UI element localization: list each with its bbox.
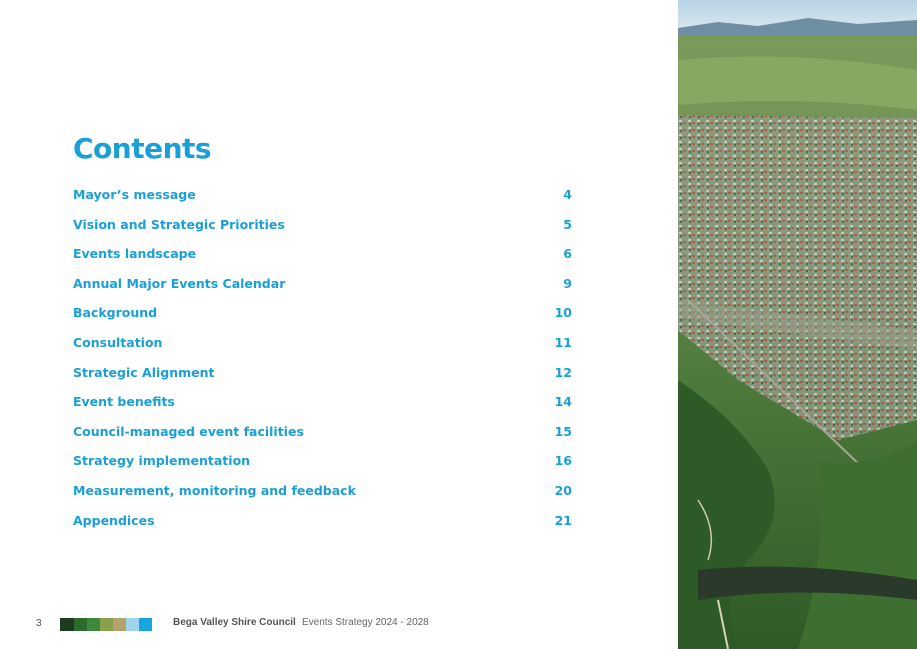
table-of-contents (73, 185, 572, 540)
footer-page-number: 3 (36, 618, 42, 629)
toc-entry-page: 21 (554, 512, 572, 528)
colour-swatch (87, 618, 100, 631)
footer-document-title: Events Strategy 2024 - 2028 (302, 617, 429, 628)
toc-entry-label: Strategic Alignment (73, 364, 215, 380)
toc-entry[interactable] (73, 274, 572, 304)
toc-entry[interactable] (73, 392, 572, 422)
toc-entry-label: Consultation (73, 334, 163, 350)
footer-organisation: Bega Valley Shire Council (173, 617, 296, 628)
toc-entry-label: Background (73, 305, 158, 321)
colour-swatch (113, 618, 126, 631)
toc-entry-page: 5 (563, 216, 572, 232)
colour-swatch (100, 618, 113, 631)
toc-entry[interactable] (73, 185, 572, 215)
toc-entry-label: Mayor’s message (73, 187, 196, 202)
toc-entry[interactable] (73, 511, 572, 541)
colour-swatch (60, 618, 74, 631)
aerial-photo-illustration (678, 0, 917, 649)
toc-entry-label: Measurement, monitoring and feedback (73, 482, 356, 498)
toc-entry-label: Strategy implementation (73, 453, 251, 469)
toc-entry-label: Annual Major Events Calendar (73, 275, 286, 291)
toc-entry-page: 20 (554, 482, 572, 498)
toc-entry-label: Event benefits (73, 394, 175, 410)
toc-entry[interactable] (73, 333, 572, 363)
aerial-town-photo (678, 0, 917, 649)
toc-entry-page: 6 (563, 246, 572, 262)
toc-entry-page: 14 (554, 394, 572, 410)
toc-entry[interactable] (73, 363, 572, 393)
brand-colour-strip (60, 618, 152, 631)
toc-entry[interactable] (73, 422, 572, 452)
toc-entry-label: Events landscape (73, 246, 197, 262)
toc-entry[interactable] (73, 215, 572, 245)
toc-entry-page: 9 (563, 275, 572, 291)
toc-entry-page: 16 (554, 453, 572, 469)
toc-entry-page: 4 (563, 187, 572, 202)
page-title: Contents (73, 132, 212, 165)
toc-entry-label: Vision and Strategic Priorities (73, 216, 285, 232)
toc-entry[interactable] (73, 303, 572, 333)
toc-entry-label: Appendices (73, 512, 155, 528)
toc-entry[interactable] (73, 481, 572, 511)
toc-entry-page: 12 (554, 364, 572, 380)
toc-entry[interactable] (73, 451, 572, 481)
toc-entry[interactable] (73, 244, 572, 274)
toc-entry-page: 15 (554, 423, 572, 439)
toc-entry-page: 10 (554, 305, 572, 321)
colour-swatch (139, 618, 152, 631)
toc-entry-page: 11 (554, 334, 572, 350)
page-footer (0, 612, 678, 636)
colour-swatch (126, 618, 139, 631)
toc-entry-label: Council-managed event facilities (73, 423, 304, 439)
colour-swatch (74, 618, 87, 631)
